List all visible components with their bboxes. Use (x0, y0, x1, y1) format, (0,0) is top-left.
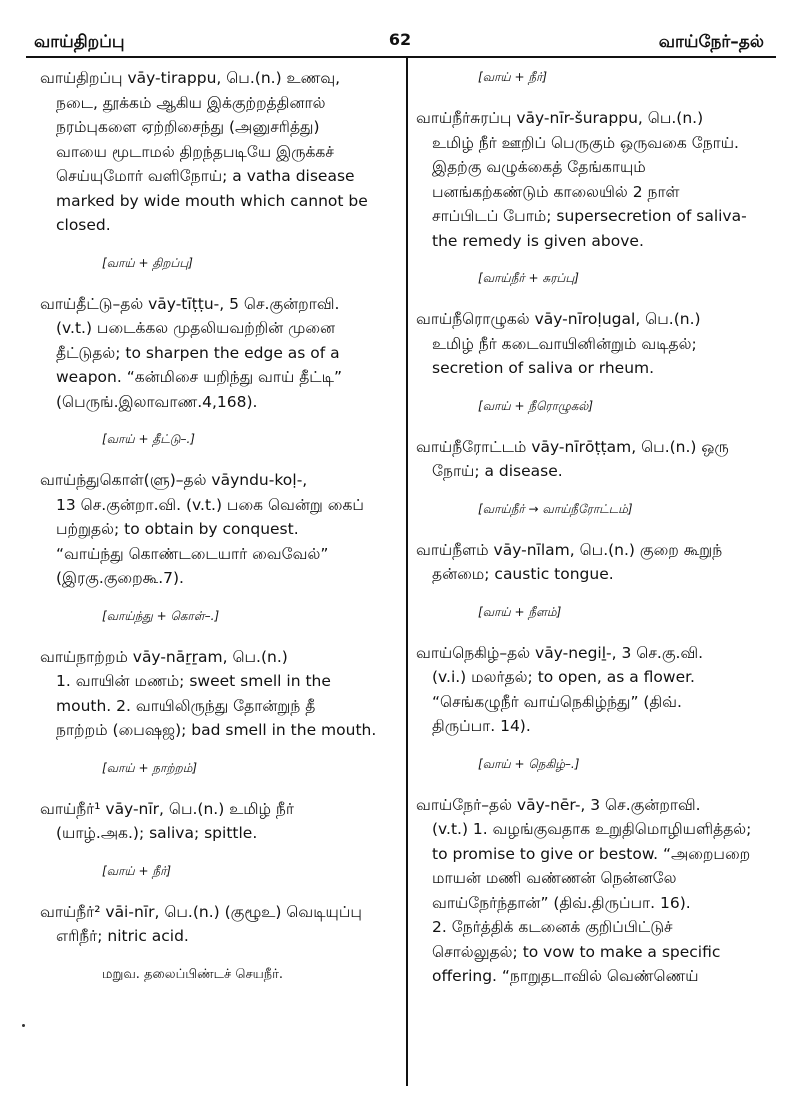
dictionary-entry (416, 435, 768, 484)
etymology-note: [வாய் + நெகிழ்–.] (478, 756, 580, 771)
dictionary-entry (416, 106, 768, 253)
etymology-note: [வாய் + தீட்டு–.] (102, 432, 195, 446)
etymology-note: [வாய் + நீர்] (478, 70, 548, 84)
etymology-note: [வாய் + திறப்பு] (102, 255, 193, 270)
entry-line: (யாழ்.அக.); saliva; spittle. (56, 824, 258, 842)
entry-line: closed. (56, 216, 111, 234)
entry-line: மாயன் மணி வண்ணன் நென்னலே (432, 869, 677, 887)
entry-line: (v.t.) படைக்கல முதலியவற்றின் முனை (56, 319, 336, 337)
dictionary-entry (416, 538, 768, 587)
entry-headword-line: வாய்நீர்சுரப்பு vāy-nīr-šurappu, பெ.(n.) (416, 109, 704, 127)
entry-line: “வாய்ந்து கொண்டடையார் வைவேல்” (56, 544, 329, 563)
entry-headword-line: வாய்தீட்டு–தல் vāy-tīṭṭu-, 5 செ.குன்றாவி. (40, 294, 340, 313)
entry-line: offering. “நாறுதடாவில் வெண்ணெய் (432, 967, 699, 985)
entry-headword-line: வாய்திறப்பு vāy-tirappu, பெ.(n.) உணவு, (40, 69, 341, 87)
dictionary-entry (416, 793, 768, 989)
entry-line: வாய்நேர்ந்தான்” (திவ்.திருப்பா. 16). (432, 893, 691, 912)
entry-line: உமிழ் நீர் ஊறிப் பெருகும் ஒருவகை நோய். (432, 133, 739, 152)
entry-line: the remedy is given above. (432, 231, 644, 250)
dictionary-entry (40, 797, 390, 846)
entry-headword-line: வாய்ந்துகொள்(ளு)–தல் vāyndu-koḷ-, (40, 471, 308, 489)
entry-line: திருப்பா. 14). (432, 717, 531, 735)
entry-line: 2. நேர்த்திக் கடனைக் குறிப்பிட்டுச் (432, 918, 673, 936)
entry-line: (இரகு.குறைகூ.7). (56, 569, 184, 587)
entry-line: பற்றுதல்; to obtain by conquest. (56, 520, 299, 538)
entry-line: சொல்லுதல்; to vow to make a specific (432, 942, 721, 961)
entry-headword-line: வாய்நேர்–தல் vāy-nēr-, 3 செ.குன்றாவி. (416, 795, 701, 814)
entry-line: தன்மை; caustic tongue. (432, 565, 614, 583)
entry-line: எரிநீர்; nitric acid. (56, 927, 189, 945)
entry-line: secretion of saliva or rheum. (432, 359, 655, 377)
entry-line: to promise to give or bestow. “அறைபறை (432, 844, 751, 863)
entry-line: வாயை மூடாமல் திறந்தபடியே இருக்கச் (56, 142, 334, 161)
entry-line: நாற்றம் (பைஷஜ); bad smell in the mouth. (56, 721, 377, 739)
entry-headword-line: வாய்நாற்றம் vāy-nāṟṟam, பெ.(n.) (40, 647, 288, 666)
etymology-note: [வாய் + நீர்] (102, 863, 172, 878)
right-column (416, 66, 768, 1003)
entry-line: பனங்கற்கண்டும் காலையில் 2 நாள் (432, 182, 680, 201)
margin-dot (22, 1024, 25, 1027)
page-number: 62 (388, 30, 412, 49)
dictionary-entry (40, 645, 390, 743)
entry-headword-line: வாய்நீரொழுகல் vāy-nīroḷugal, பெ.(n.) (416, 310, 701, 328)
entry-line: செய்யுமோர் வளிநோய்; a vatha disease (56, 167, 355, 185)
entry-line: தீட்டுதல்; to sharpen the edge as of a (56, 343, 340, 362)
etymology-note: [வாய்நீர் + சுரப்பு] (478, 271, 579, 285)
dictionary-entry (40, 468, 390, 591)
etymology-note: [வாய்ந்து + கொள்–.] (102, 608, 220, 623)
dictionary-entry (40, 292, 390, 415)
header-rule (26, 56, 776, 58)
etymology-note: [வாய் + நீளம்] (478, 604, 562, 619)
header-left-guideword: வாய்திறப்பு (34, 32, 125, 52)
entry-line: இதற்கு வழுக்கைத் தேங்காயும் (432, 158, 646, 176)
left-column (40, 66, 390, 983)
entry-line: mouth. 2. வாயிலிருந்து தோன்றுந் தீ (56, 696, 316, 715)
dictionary-entry (416, 307, 768, 381)
entry-line: நரம்புகளை ஏற்றிசைந்து (அனுசரித்து) (56, 118, 320, 136)
entry-headword-line: வாய்நீளம் vāy-nīlam, பெ.(n.) குறை கூறுந் (416, 540, 723, 559)
entry-headword-line: வாய்நீரோட்டம் vāy-nīrōṭṭam, பெ.(n.) ஒரு (416, 437, 729, 456)
column-divider (406, 56, 408, 1086)
entry-line: (v.t.) 1. வழங்குவதாக உறுதிமொழியளித்தல்; (432, 820, 752, 838)
entry-line: (பெருங்.இலாவாண.4,168). (56, 392, 258, 411)
dictionary-entry (40, 900, 390, 949)
etymology-note: [வாய்நீர் → வாய்நீரோட்டம்] (478, 501, 633, 516)
synonym-note: மறுவ. தலைப்பிண்டச் செயநீர். (102, 966, 284, 982)
entry-line: 13 செ.குன்றா.வி. (v.t.) பகை வென்று கைப் (56, 495, 364, 514)
entry-line: (v.i.) மலர்தல்; to open, as a flower. (432, 668, 695, 686)
entry-line: நோய்; a disease. (432, 462, 563, 480)
entry-line: 1. வாயின் மணம்; sweet smell in the (56, 672, 331, 690)
entry-line: marked by wide mouth which cannot be (56, 191, 368, 210)
entry-headword-line: வாய்நீர்¹ vāy-nīr, பெ.(n.) உமிழ் நீர் (40, 799, 294, 818)
dictionary-entry (416, 641, 768, 739)
header-right-guideword: வாய்நேர்–தல் (658, 32, 764, 52)
etymology-note: [வாய் + நீரொழுகல்] (478, 398, 594, 413)
etymology-note: [வாய் + நாற்றம்] (102, 760, 198, 775)
entry-headword-line: வாய்நெகிழ்–தல் vāy-negiḻ-, 3 செ.கு.வி. (416, 643, 703, 662)
entry-line: weapon. “கன்மிசை யறிந்து வாய் தீட்டி” (56, 368, 343, 386)
entry-line: நடை, தூக்கம் ஆகிய இக்குற்றத்தினால் (56, 93, 326, 112)
dictionary-entry (40, 66, 390, 238)
entry-line: உமிழ் நீர் கடைவாயினின்றும் வடிதல்; (432, 334, 697, 353)
entry-line: “செங்கழுநீர் வாய்நெகிழ்ந்து” (திவ். (432, 692, 682, 711)
entry-line: சாப்பிடப் போம்; supersecretion of saliva- (432, 207, 747, 225)
entry-headword-line: வாய்நீர்² vāi-nīr, பெ.(n.) (குழூஉ) வெடியுப்பு (40, 902, 362, 921)
